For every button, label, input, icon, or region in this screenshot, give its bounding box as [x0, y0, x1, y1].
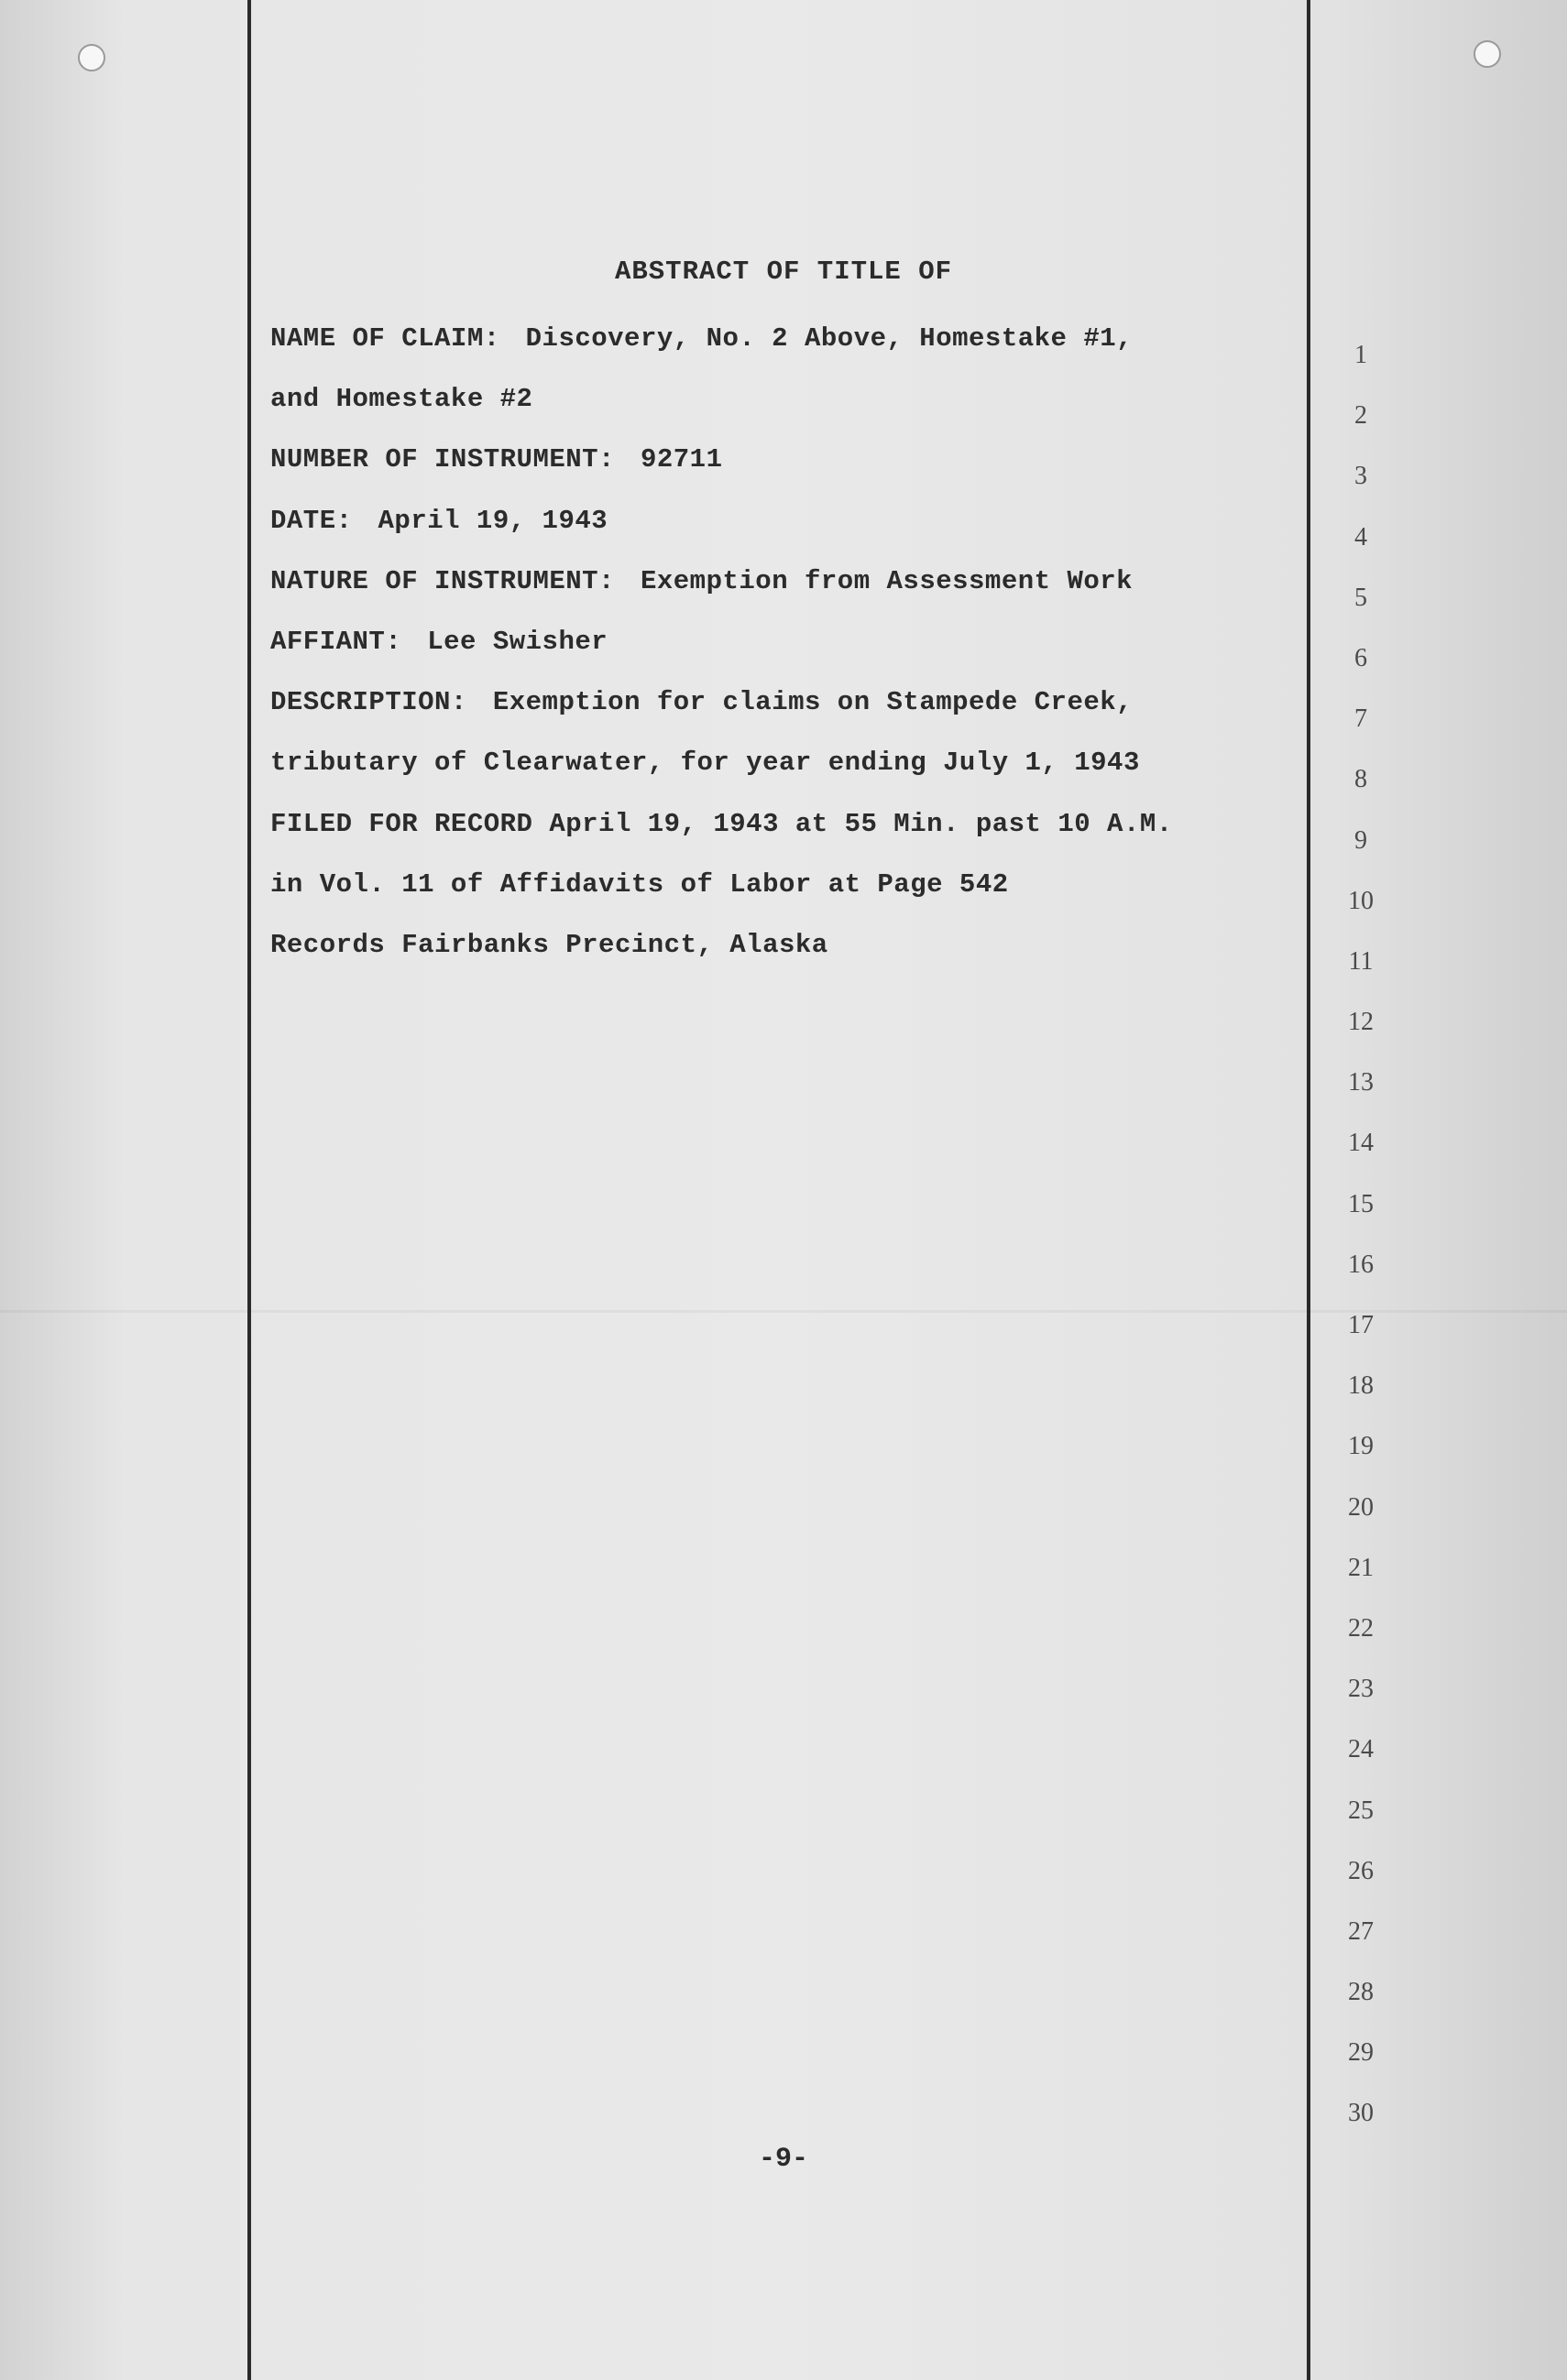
- field-value: Exemption for claims on Stampede Creek,: [492, 687, 1134, 718]
- document-line: [270, 559, 1297, 619]
- document-line: [270, 740, 1297, 801]
- page-number: -9-: [758, 2144, 808, 2175]
- document-body: [270, 316, 1297, 983]
- field-label: NUMBER OF INSTRUMENT:: [270, 444, 615, 475]
- field-label: AFFIANT:: [270, 626, 402, 657]
- line-number: 18: [1348, 1371, 1374, 1401]
- line-number: 26: [1348, 1856, 1374, 1885]
- line-number: 7: [1354, 704, 1367, 734]
- line-number: 3: [1354, 462, 1367, 491]
- document-line: [270, 680, 1297, 740]
- line-number-column: [1310, 330, 1411, 2149]
- line-number: 16: [1348, 1250, 1374, 1279]
- document-line: [270, 619, 1297, 680]
- field-label: DATE:: [270, 505, 353, 536]
- line-number: 8: [1354, 765, 1367, 794]
- line-number: 13: [1348, 1068, 1374, 1097]
- line-number: 12: [1348, 1008, 1374, 1037]
- line-number: 15: [1348, 1189, 1374, 1218]
- field-label: DESCRIPTION:: [270, 687, 467, 718]
- line-number: 9: [1354, 825, 1367, 855]
- field-label: NAME OF CLAIM:: [270, 323, 500, 354]
- line-number: 17: [1348, 1311, 1374, 1339]
- field-value: Records Fairbanks Precinct, Alaska: [270, 929, 828, 960]
- line-number: 6: [1354, 643, 1367, 672]
- line-number: 29: [1348, 2038, 1374, 2068]
- field-value: Discovery, No. 2 Above, Homestake #1,: [525, 323, 1134, 354]
- document-line: [270, 923, 1297, 983]
- line-number: 2: [1354, 401, 1367, 431]
- document-line: [270, 377, 1297, 437]
- line-number: 22: [1348, 1613, 1374, 1643]
- field-label: NATURE OF INSTRUMENT:: [270, 565, 615, 596]
- line-number: 30: [1348, 2099, 1374, 2128]
- punch-hole-left: [78, 44, 105, 71]
- field-value: 92711: [640, 444, 723, 475]
- field-value: Lee Swisher: [427, 626, 608, 657]
- line-number: 23: [1348, 1675, 1374, 1704]
- line-number: 25: [1348, 1796, 1374, 1825]
- document-line: [270, 316, 1297, 377]
- field-value: FILED FOR RECORD April 19, 1943 at 55 Min. past 10 A.M.: [270, 808, 1173, 839]
- line-number: 27: [1348, 1916, 1374, 1946]
- field-value: tributary of Clearwater, for year ending July 1, 1943: [270, 748, 1140, 779]
- line-number: 20: [1348, 1492, 1374, 1522]
- line-number: 24: [1348, 1735, 1374, 1764]
- left-margin-rule: [247, 0, 251, 2380]
- punch-hole-right: [1474, 40, 1501, 68]
- line-number: 14: [1348, 1129, 1374, 1158]
- line-number: 1: [1354, 341, 1367, 369]
- field-value: and Homestake #2: [270, 384, 533, 415]
- line-number: 5: [1354, 583, 1367, 612]
- document-title: ABSTRACT OF TITLE OF: [614, 257, 953, 287]
- line-number: 28: [1348, 1978, 1374, 2007]
- document-line: [270, 437, 1297, 497]
- line-number: 19: [1348, 1432, 1374, 1461]
- line-number: 11: [1348, 946, 1374, 976]
- document-line: [270, 802, 1297, 862]
- line-number: 4: [1354, 522, 1367, 551]
- field-value: April 19, 1943: [378, 505, 608, 536]
- line-number: 21: [1348, 1553, 1374, 1582]
- field-value: Exemption from Assessment Work: [640, 565, 1134, 596]
- line-number: 10: [1348, 886, 1374, 915]
- document-line: [270, 862, 1297, 923]
- document-line: [270, 498, 1297, 559]
- field-value: in Vol. 11 of Affidavits of Labor at Page 542: [270, 868, 1009, 900]
